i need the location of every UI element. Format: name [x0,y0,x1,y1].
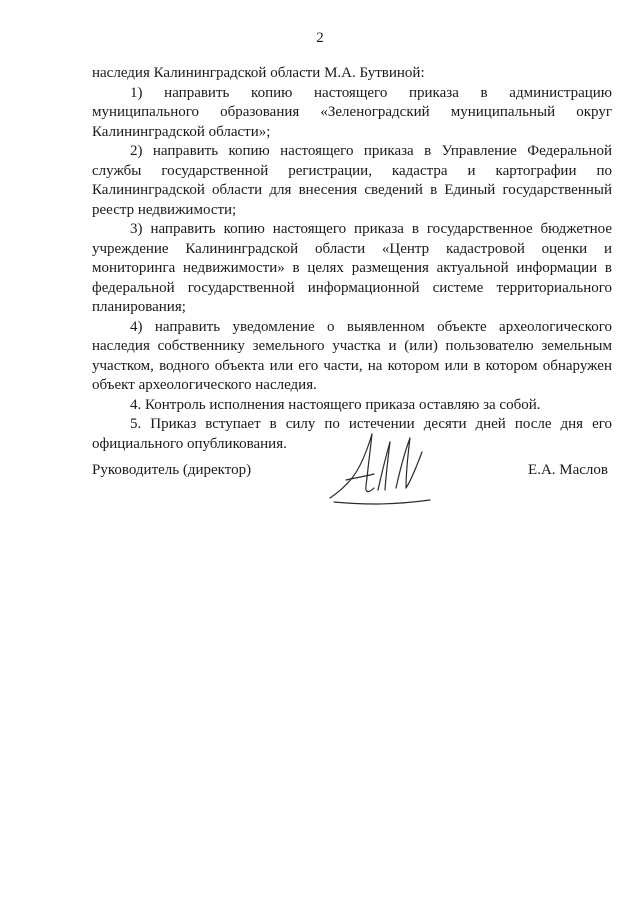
signer-name: Е.А. Маслов [528,462,608,478]
list-item: 3) направить копию настоящего приказа в государственное бюджетное учреждение Калининградской области «Центр кадастровой оценки и мониторинга недвижимости» в целях размещения актуальной информации в федеральной государственной информационной системе территориального планирования; [92,221,612,315]
list-item: 2) направить копию настоящего приказа в Управление Федеральной службы государственной регистрации, кадастра и картографии по Калининградской области для внесения сведений в Единый государственный реестр недвижимости; [92,143,612,218]
page-number: 2 [316,30,324,46]
signature-row [92,462,612,486]
list-item: 4) направить уведомление о выявленном объекте археологического наследия собственнику земельного участка и (или) пользователю земельным участком, водного объекта или его части, на котором или в котором обнаружен объект археологического наследия. [92,318,612,393]
effect-clause: 5. Приказ вступает в силу по истечении десяти дней после дня его официального опубликования. [92,416,612,452]
intro-line: наследия Калининградской области М.А. Бутвиной: [92,65,425,81]
document-body [92,64,612,454]
signer-title: Руководитель (директор) [92,462,252,478]
list-item: 1) направить копию настоящего приказа в администрацию муниципального образования «Зеленоградский муниципальный округ Калининградской области»; [92,84,612,140]
control-clause: 4. Контроль исполнения настоящего приказа оставляю за собой. [130,396,541,413]
